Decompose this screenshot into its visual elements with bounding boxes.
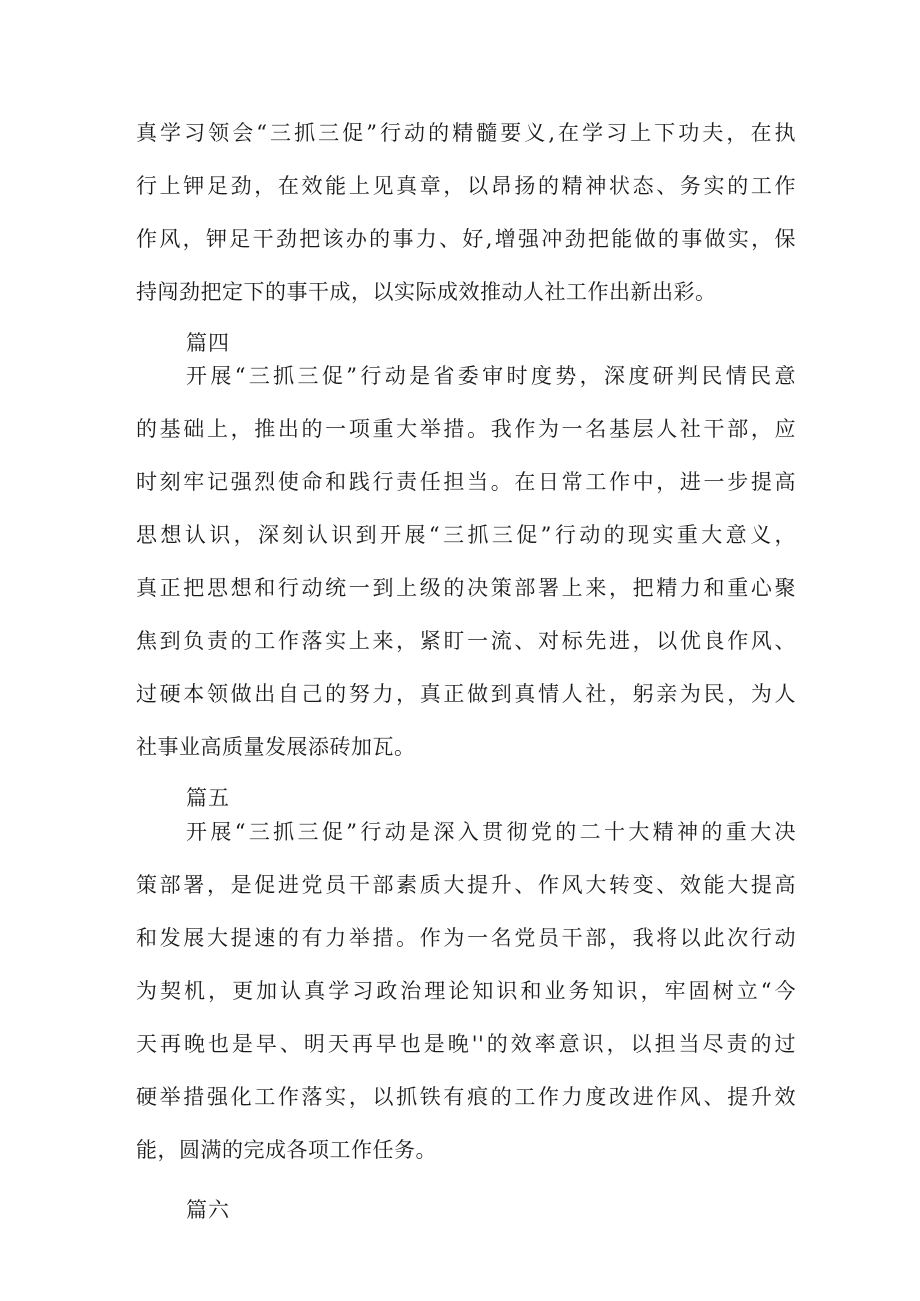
paragraph-line: 焦到负责的工作落实上来，紧盯一流、对标先进，以优良作风、 [136, 629, 796, 653]
paragraph-line: 社事业高质量发展添砖加瓦。 [136, 735, 416, 759]
paragraph-line: 持闯劲把定下的事干成，以实际成效推动人社工作出新出彩。 [136, 280, 717, 304]
paragraph-line: 策部署，是促进党员干部素质大提升、作风大转变、效能大提高 [136, 873, 796, 897]
paragraph-line: 作风，钾足干劲把该办的事力、好,增强冲劲把能做的事做实，保 [136, 227, 796, 251]
paragraph-line: 开展“三抓三促”行动是省委审时度势，深度研判民情民意 [186, 364, 796, 388]
section-heading-5: 篇五 [186, 786, 230, 810]
paragraph-line: 真学习领会“三抓三促”行动的精髓要义,在学习上下功夫，在执 [136, 121, 796, 145]
paragraph-line: 开展“三抓三促”行动是深入贯彻党的二十大精神的重大决 [186, 820, 796, 844]
paragraph-line: 为契机，更加认真学习政治理论知识和业务知识，牢固树立“今 [136, 979, 796, 1003]
paragraph-line: 过硬本领做出自己的努力，真正做到真情人社，躬亲为民，为人 [136, 682, 796, 706]
paragraph-line: 真正把思想和行动统一到上级的决策部署上来，把精力和重心聚 [136, 576, 796, 600]
paragraph-line: 和发展大提速的有力举措。作为一名党员干部，我将以此次行动 [136, 926, 796, 950]
paragraph-line: 行上钾足劲，在效能上见真章，以昂扬的精神状态、务实的工作 [136, 174, 796, 198]
paragraph-line: 思想认识，深刻认识到开展“三抓三促”行动的现实重大意义， [136, 523, 796, 547]
paragraph-line: 时刻牢记强烈使命和践行责任担当。在日常工作中，进一步提高 [136, 470, 796, 494]
paragraph-line: 硬举措强化工作落实，以抓铁有痕的工作力度改进作风、提升效 [136, 1085, 796, 1109]
paragraph-line: 能，圆满的完成各项工作任务。 [136, 1138, 437, 1162]
section-heading-6: 篇六 [186, 1198, 230, 1222]
paragraph-line: 的基础上，推出的一项重大举措。我作为一名基层人社干部，应 [136, 417, 796, 441]
section-heading-4: 篇四 [186, 331, 230, 355]
paragraph-line: 天再晚也是早、明天再早也是晚''的效率意识，以担当尽责的过 [136, 1032, 796, 1056]
